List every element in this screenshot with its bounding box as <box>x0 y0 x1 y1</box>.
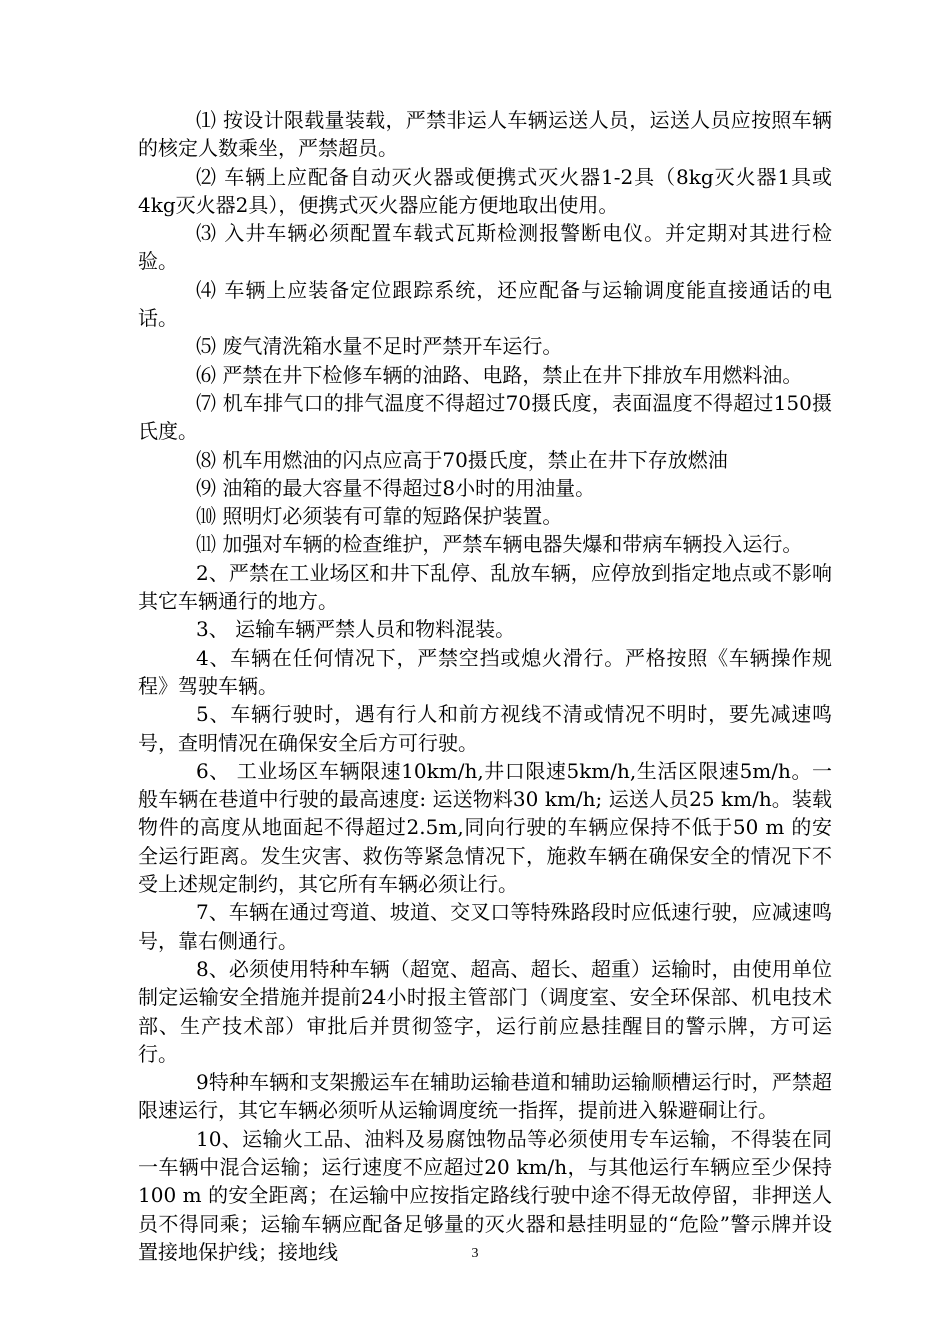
paragraph-8: ⑻ 机车用燃油的闪点应高于70摄氏度，禁止在井下存放燃油 <box>196 447 728 472</box>
paragraph-16: 6、 工业场区车辆限速10km/h,井口限速5km/h,生活区限速5m/h。一般车辆在巷道中行驶的最高速度: 运送物料30 km/h; 运送人员25 km/h。装载物件的高度从地面起不得超过2.5m,同向行驶的车辆应保持不低于50 m 的安全运行距离。发生灾害、救伤等紧急情况下，施救车辆在确保安全的情况下不受上述规定制约，其它所有车辆必须让行。 <box>138 758 832 897</box>
paragraph-18: 8、必须使用特种车辆（超宽、超高、超长、超重）运输时，由使用单位制定运输安全措施并提前24小时报主管部门（调度室、安全环保部、机电技术部、生产技术部）审批后并贯彻签字，运行前应悬挂醒目的警示牌，方可运行。 <box>138 956 832 1066</box>
paragraph-3: ⑶ 入井车辆必须配置车载式瓦斯检测报警断电仪。并定期对其进行检验。 <box>138 221 832 274</box>
paragraph-11: ⑾ 加强对车辆的检查维护，严禁车辆电器失爆和带病车辆投入运行。 <box>196 532 803 557</box>
paragraph-12: 2、严禁在工业场区和井下乱停、乱放车辆，应停放到指定地点或不影响其它车辆通行的地方。 <box>138 560 832 614</box>
paragraph-14: 4、车辆在任何情况下，严禁空挡或熄火滑行。严格按照《车辆操作规程》驾驶车辆。 <box>138 645 832 698</box>
paragraph-9: ⑼ 油箱的最大容量不得超过8小时的用油量。 <box>196 475 596 500</box>
paragraph-6: ⑹ 严禁在井下检修车辆的油路、电路，禁止在井下排放车用燃料油。 <box>196 362 803 387</box>
paragraph-4: ⑷ 车辆上应装备定位跟踪系统，还应配备与运输调度能直接通话的电话。 <box>138 277 832 331</box>
paragraph-13: 3、 运输车辆严禁人员和物料混装。 <box>196 617 516 642</box>
document-body <box>138 106 832 1266</box>
paragraph-10: ⑽ 照明灯必须装有可靠的短路保护装置。 <box>196 504 563 529</box>
paragraph-20: 10、运输火工品、油料及易腐蚀物品等必须使用专车运输，不得装在同一车辆中混合运输；运行速度不应超过20 km/h，与其他运行车辆应至少保持100 m 的安全距离；在运输中应按指定路线行驶中途不得无故停留，非押送人员不得同乘；运输车辆应配备足够量的灭火器和悬挂明显的“危险”警示牌并设置接地保护线；接地线 <box>138 1126 832 1264</box>
paragraph-15: 5、车辆行驶时，遇有行人和前方视线不清或情况不明时，要先减速鸣号，查明情况在确保安全后方可行驶。 <box>138 702 832 755</box>
page-number: 3 <box>471 1246 479 1261</box>
paragraph-17: 7、车辆在通过弯道、坡道、交叉口等特殊路段时应低速行驶，应减速鸣号，靠右侧通行。 <box>138 900 832 953</box>
paragraph-1: ⑴ 按设计限载量装载，严禁非运人车辆运送人员，运送人员应按照车辆的核定人数乘坐，严禁超员。 <box>138 108 832 161</box>
paragraph-5: ⑸ 废气清洗箱水量不足时严禁开车运行。 <box>196 334 563 359</box>
paragraph-19: 9特种车辆和支架搬运车在辅助运输巷道和辅助运输顺槽运行时，严禁超限速运行，其它车辆必须听从运输调度统一指挥，提前进入躲避硐让行。 <box>138 1070 832 1123</box>
paragraph-7: ⑺ 机车排气口的排气温度不得超过70摄氏度，表面温度不得超过150摄氏度。 <box>138 390 832 444</box>
paragraph-2: ⑵ 车辆上应配备自动灭火器或便携式灭火器1-2具（8kg灭火器1具或4kg灭火器2具），便携式灭火器应能方便地取出使用。 <box>138 164 832 217</box>
